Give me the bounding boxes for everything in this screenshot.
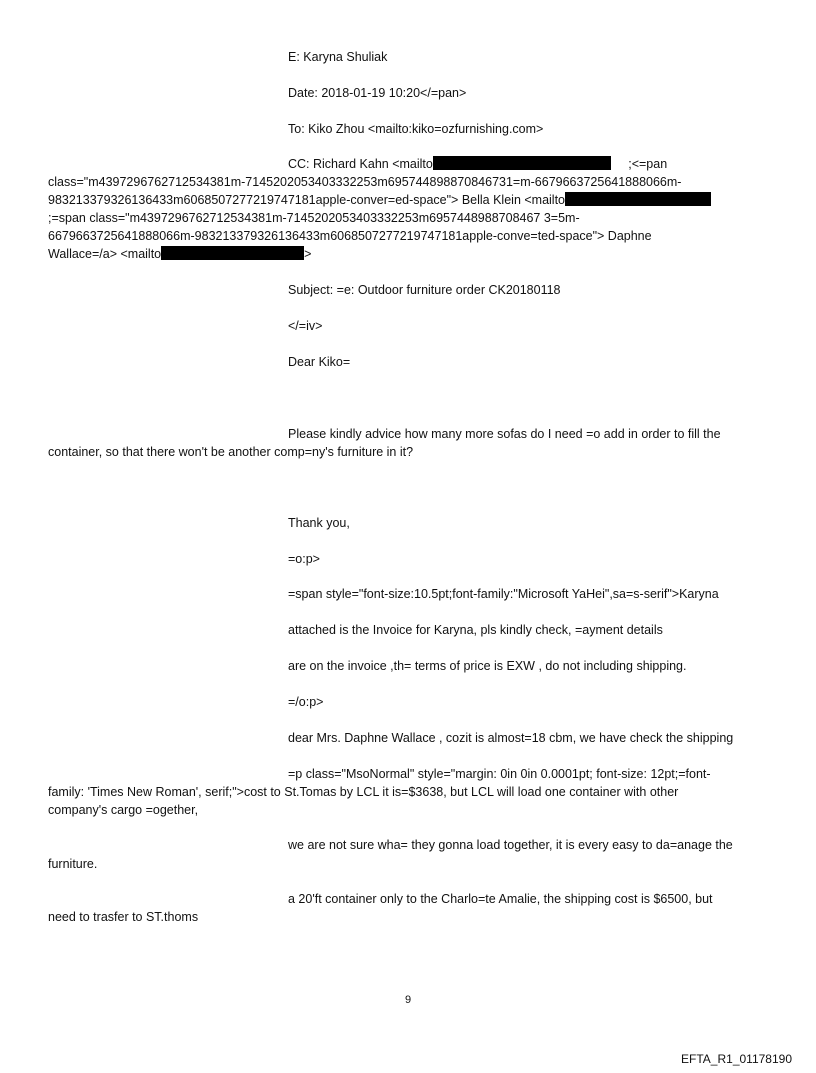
question-line-1: Please kindly advice how many more sofas do I need =o add in order to fill the	[288, 427, 721, 441]
op-open-markup: =o:p>	[288, 552, 320, 566]
div-close-markup: </=iv>	[288, 319, 323, 333]
subject-line: Subject: =e: Outdoor furniture order CK20180118	[288, 283, 561, 297]
page-number: 9	[404, 994, 412, 1006]
not-sure-line-1: we are not sure wha= they gonna load together, it is every easy to da=anage the	[288, 838, 733, 852]
question-line-2: container, so that there won't be another comp=ny's furniture in it?	[48, 445, 414, 459]
attached-line: attached is the Invoice for Karyna, pls kindly check, =ayment details	[288, 623, 663, 637]
date-line: Date: 2018-01-19 10:20</=pan>	[288, 86, 467, 100]
container-line-1: a 20'ft container only to the Charlo=te Amalie, the shipping cost is $6500, but	[288, 892, 713, 906]
cc-lead: CC: Richard Kahn <mailto	[288, 157, 433, 171]
greeting: Dear Kiko=	[288, 355, 351, 369]
cc-line-5: 6679663725641888066m-983213379326136433m6068507277219747181apple-conve=ted-space"> Daphne	[48, 229, 652, 243]
invoice-line: are on the invoice ,th= terms of price is EXW , do not including shipping.	[288, 659, 687, 673]
redaction-bar	[433, 156, 611, 170]
redaction-bar	[161, 246, 304, 260]
op-close-markup: =/o:p>	[288, 695, 324, 709]
cc-line-6-end: >	[304, 247, 312, 261]
cc-line-6	[48, 245, 311, 263]
from-line: E: Karyna Shuliak	[288, 50, 388, 64]
redaction-bar	[565, 192, 711, 206]
cc-line-1	[288, 155, 667, 173]
cc-line-3-text: 983213379326136433m6068507277219747181apple-conver=ed-space"> Bella Klein <mailto	[48, 193, 566, 207]
mso-line-3: company's cargo =ogether,	[48, 803, 199, 817]
span-style-markup: =span style="font-size:10.5pt;font-family:"Microsoft YaHei",sa=s-serif">Karyna	[288, 587, 719, 601]
mso-line-1: =p class="MsoNormal" style="margin: 0in 0in 0.0001pt; font-size: 12pt;=font-	[288, 767, 711, 781]
cc-line-2: class="m4397296762712534381m-7145202053403332253m695744898870846731=m-6679663725641888066m-	[48, 175, 682, 189]
not-sure-line-2: furniture.	[48, 857, 98, 871]
cc-line-4: ;=span class="m4397296762712534381m-7145202053403332253m6957448988708467 3=5m-	[48, 211, 580, 225]
mso-line-2: family: 'Times New Roman', serif;">cost to St.Tomas by LCL it is=$3638, but LCL will load one container with other	[48, 785, 679, 799]
bates-number: EFTA_R1_01178190	[681, 1052, 792, 1066]
dear-mrs-line: dear Mrs. Daphne Wallace , cozit is almost=18 cbm, we have check the shipping	[288, 731, 734, 745]
cc-tail: ;<=pan	[628, 157, 668, 171]
container-line-2: need to trasfer to ST.thoms	[48, 910, 199, 924]
cc-line-6-text: Wallace=/a> <mailto	[48, 247, 162, 261]
to-line: To: Kiko Zhou <mailto:kiko=ozfurnishing.com>	[288, 122, 544, 136]
thanks-line: Thank you,	[288, 516, 350, 530]
cc-line-3	[48, 191, 711, 209]
